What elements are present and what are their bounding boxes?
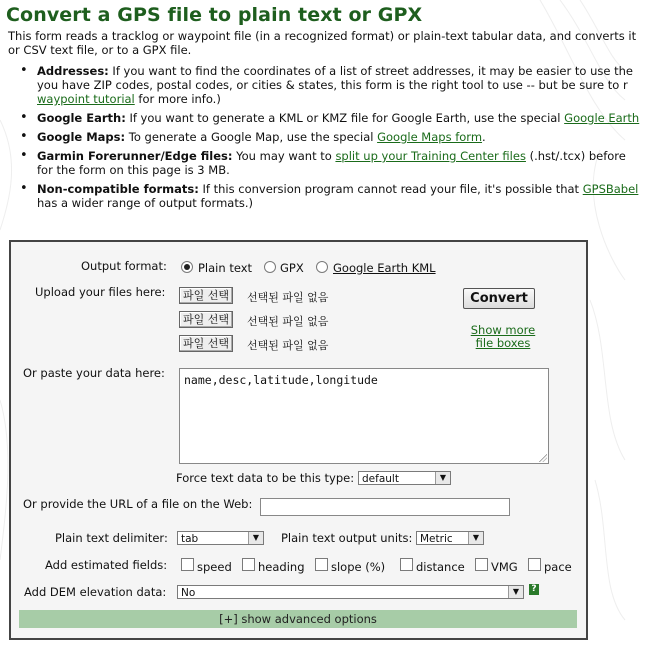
note-text: To generate a Google Map, use the special [125,130,378,144]
intro-line-1: This form reads a tracklog or waypoint file (in a recognized format) or plain-text tabular data, and converts it [8,29,637,43]
note-non-compatible [0,182,660,210]
note-addresses [0,64,660,106]
label-slope: slope (%) [331,560,386,574]
page-title: Convert a GPS file to plain text or GPX [6,4,423,26]
delimiter-label: Plain text delimiter: [55,531,168,545]
split-training-center-link[interactable]: split up your Training Center files [335,149,526,163]
output-format-label: Output format: [81,259,167,273]
note-text: If this conversion program cannot read your file, it's possible that [198,182,583,196]
chevron-down-icon: ▼ [508,586,523,598]
paste-label: Or paste your data here: [23,366,165,380]
label-speed: speed [197,560,232,574]
file-choose-button-1[interactable]: 파일 선택 [179,287,233,304]
conversion-form [9,240,588,640]
google-maps-form-link[interactable]: Google Maps form [377,130,483,144]
intro-line-2: or CSV text file, or to a GPX file. [8,43,192,57]
note-garmin [0,149,660,177]
force-type-label: Force text data to be this type: [176,471,355,485]
note-text: has a wider range of output formats.) [37,196,253,210]
checkbox-pace[interactable] [528,558,541,571]
checkbox-vmg[interactable] [475,558,488,571]
show-more-file-boxes-link[interactable] [463,324,543,350]
chevron-down-icon: ▼ [435,472,450,484]
note-text: (.hst/.tcx) before [525,149,626,163]
file-choose-button-3[interactable]: 파일 선택 [179,335,233,352]
dem-select[interactable] [177,585,524,599]
google-earth-link[interactable]: Google Earth [564,111,640,125]
note-text: You may want to [232,149,336,163]
checkbox-distance[interactable] [400,558,413,571]
help-icon[interactable]: ? [529,584,539,595]
bullet-icon: • [20,110,28,125]
units-select[interactable] [416,531,484,545]
note-head: Non-compatible formats: [37,182,199,196]
label-vmg: VMG [491,560,518,574]
format-radio-plain-text[interactable] [181,261,193,273]
delimiter-value: tab [181,533,199,545]
url-input[interactable] [260,498,510,516]
units-label: Plain text output units: [281,531,413,545]
show-more-line-1[interactable]: Show more [470,323,536,337]
paste-data-value: name,desc,latitude,longitude [184,373,378,387]
delimiter-select[interactable] [177,531,264,545]
upload-label: Upload your files here: [35,285,166,299]
show-advanced-options-bar[interactable]: [+] show advanced options [19,610,577,628]
checkbox-slope[interactable] [315,558,328,571]
label-heading: heading [258,560,305,574]
gpsbabel-link[interactable]: GPSBabel [582,182,639,196]
format-label-gpx: GPX [280,261,304,275]
note-head: Garmin Forerunner/Edge files: [37,149,233,163]
bullet-icon: • [20,148,28,163]
note-head: Google Maps: [37,130,126,144]
note-text: you have ZIP codes, postal codes, or cities & states, this form is the right tool to use -- but be sure to r [37,78,628,92]
label-distance: distance [416,560,465,574]
waypoint-tutorial-link[interactable]: waypoint tutorial [37,92,135,106]
force-type-value: default [362,473,399,485]
format-label-plain-text: Plain text [198,261,253,275]
note-text: for the form on this page is 3 MB. [37,163,230,177]
format-label-kml-link[interactable]: Google Earth KML [333,261,436,275]
bullet-icon: • [20,63,28,78]
note-text: for more info.) [134,92,221,106]
checkbox-heading[interactable] [242,558,255,571]
bullet-icon: • [20,129,28,144]
note-text: . [482,130,486,144]
dem-value: No [181,587,196,599]
estimated-fields-label: Add estimated fields: [45,558,168,572]
resize-handle-icon[interactable] [539,454,547,462]
intro-text [8,29,648,57]
note-google-maps [0,130,660,144]
format-radio-kml[interactable] [316,261,328,273]
no-file-text-1: 선택된 파일 없음 [247,291,329,304]
force-type-select[interactable] [358,471,451,485]
note-text: If you want to generate a KML or KMZ file for Google Earth, use the special [125,111,565,125]
no-file-text-2: 선택된 파일 없음 [247,315,329,328]
note-google-earth [0,111,660,125]
note-text: If you want to find the coordinates of a list of street addresses, it may be easier to use the [108,64,633,78]
no-file-text-3: 선택된 파일 없음 [247,339,329,352]
dem-label: Add DEM elevation data: [24,585,167,599]
notes-list [0,64,660,215]
checkbox-speed[interactable] [181,558,194,571]
url-label: Or provide the URL of a file on the Web: [23,497,253,511]
note-head: Addresses: [37,64,109,78]
bullet-icon: • [20,181,28,196]
note-head: Google Earth: [37,111,126,125]
label-pace: pace [544,560,572,574]
chevron-down-icon: ▼ [468,532,483,544]
units-value: Metric [420,533,453,545]
paste-data-textarea[interactable] [179,368,549,464]
convert-button[interactable]: Convert [463,288,535,309]
file-choose-button-2[interactable]: 파일 선택 [179,311,233,328]
chevron-down-icon: ▼ [248,532,263,544]
format-radio-gpx[interactable] [264,261,276,273]
show-more-line-2[interactable]: file boxes [475,336,531,350]
